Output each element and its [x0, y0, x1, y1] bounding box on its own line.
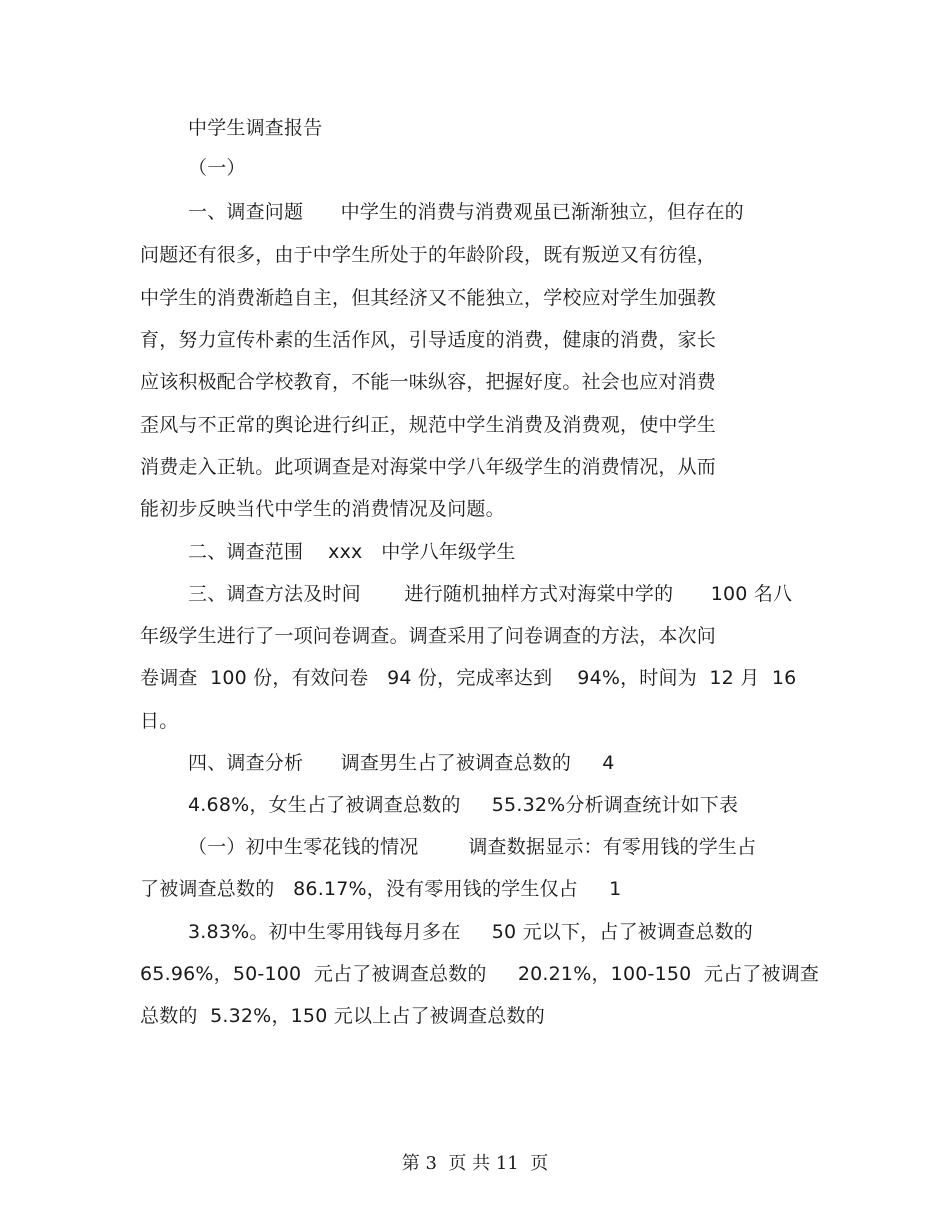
paragraph-line: 一、调查问题 中学生的消费与消费观虽已渐渐独立，但存在的: [188, 201, 744, 223]
paragraph-line: 二、调查范围 xxx 中学八年级学生: [188, 541, 516, 563]
paragraph-line: 4.68%，女生占了被调查总数的 55.32%分析调查统计如下表: [188, 794, 739, 816]
section-number: （一）: [188, 157, 246, 179]
paragraph-line: 育，努力宣传朴素的生活作风，引导适度的消费，健康的消费，家长: [140, 329, 717, 351]
paragraph-line: 了被调查总数的 86.17%，没有零用钱的学生仅占 1: [140, 878, 622, 900]
paragraph-line: 应该积极配合学校教育，不能一味纵容，把握好度。社会也应对消费: [140, 371, 717, 393]
paragraph-line: 卷调查 100 份，有效问卷 94 份，完成率达到 94%，时间为 12 月 16: [140, 667, 797, 689]
page-footer: 第 3 页 共 11 页: [401, 1153, 549, 1174]
paragraph-line: 中学生的消费渐趋自主，但其经济又不能独立，学校应对学生加强教: [140, 287, 717, 309]
paragraph-line: 总数的 5.32%，150 元以上占了被调查总数的: [140, 1005, 545, 1027]
paragraph-line: 歪风与不正常的舆论进行纠正，规范中学生消费及消费观，使中学生: [140, 414, 717, 436]
paragraph-line: 3.83%。初中生零用钱每月多在 50 元以下，占了被调查总数的: [188, 921, 753, 943]
paragraph-line: 65.96%，50-100 元占了被调查总数的 20.21%，100-150 元占了被调查: [140, 963, 820, 985]
paragraph-line: 四、调查分析 调查男生占了被调查总数的 4: [188, 752, 615, 774]
paragraph-line: 消费走入正轨。此项调查是对海棠中学八年级学生的消费情况，从而: [140, 456, 717, 478]
paragraph-line: 日。: [140, 710, 179, 732]
paragraph-line: 年级学生进行了一项问卷调查。调查采用了问卷调查的方法，本次问: [140, 625, 717, 647]
paragraph-line: （一）初中生零花钱的情况 调查数据显示：有零用钱的学生占: [188, 836, 757, 858]
paragraph-line: 能初步反映当代中学生的消费情况及问题。: [140, 498, 505, 520]
document-title: 中学生调查报告: [188, 117, 323, 139]
paragraph-line: 问题还有很多，由于中学生所处于的年龄阶段，既有叛逆又有彷徨，: [140, 244, 717, 266]
paragraph-line: 三、调查方法及时间 进行随机抽样方式对海棠中学的 100 名八: [188, 583, 793, 605]
